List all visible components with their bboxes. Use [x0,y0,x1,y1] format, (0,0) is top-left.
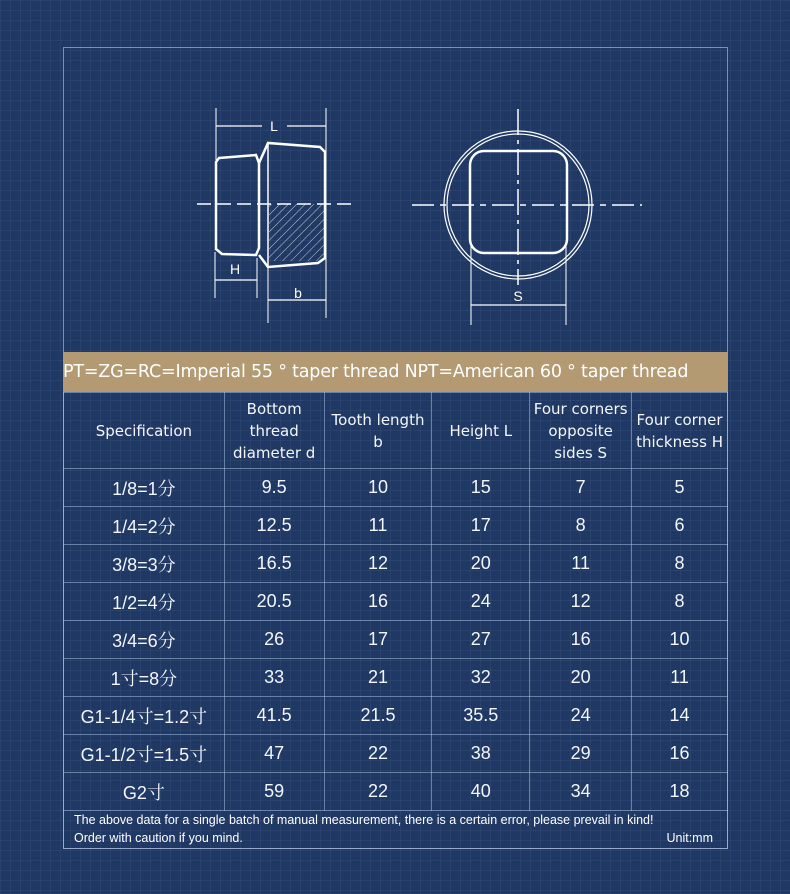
cell-d: 41.5 [224,697,324,735]
cell-d: 33 [224,659,324,697]
cell-b: 22 [324,773,432,811]
header-opposite-sides: Four corners opposite sides S [530,393,632,469]
cell-b: 21 [324,659,432,697]
table-row [64,659,728,697]
cell-s: 7 [530,469,632,507]
cell-h: 6 [632,507,728,545]
cell-s: 12 [530,583,632,621]
table-row [64,773,728,811]
cell-l: 24 [432,583,530,621]
cell-h: 16 [632,735,728,773]
cell-h: 8 [632,545,728,583]
cell-h: 14 [632,697,728,735]
cell-l: 20 [432,545,530,583]
cell-d: 16.5 [224,545,324,583]
cell-b: 22 [324,735,432,773]
table-row [64,469,728,507]
cell-d: 26 [224,621,324,659]
cell-d: 9.5 [224,469,324,507]
cell-spec: G2寸 [64,773,225,811]
measurement-note [63,810,728,849]
front-view [412,109,642,325]
cell-s: 29 [530,735,632,773]
table-row [64,735,728,773]
spec-table [63,392,728,811]
label-H: H [229,261,241,277]
table-row [64,583,728,621]
cell-h: 5 [632,469,728,507]
cell-spec: 1/8=1分 [64,469,225,507]
thread-standard-banner: PT=ZG=RC=Imperial 55 ° taper thread NPT=American 60 ° taper thread [63,352,728,392]
cell-d: 47 [224,735,324,773]
cell-l: 32 [432,659,530,697]
cell-s: 24 [530,697,632,735]
header-specification: Specification [64,393,225,469]
note-line-2: Order with caution if you mind. [74,831,243,845]
cell-h: 10 [632,621,728,659]
cell-s: 16 [530,621,632,659]
cell-s: 8 [530,507,632,545]
label-b: b [294,285,302,301]
cell-b: 11 [324,507,432,545]
cell-s: 11 [530,545,632,583]
cell-spec: 1/2=4分 [64,583,225,621]
cell-h: 11 [632,659,728,697]
cell-h: 8 [632,583,728,621]
cell-d: 59 [224,773,324,811]
cell-spec: 3/4=6分 [64,621,225,659]
unit-label: Unit:mm [666,831,713,845]
cell-spec: G1-1/2寸=1.5寸 [64,735,225,773]
label-S: S [513,288,523,304]
cell-s: 34 [530,773,632,811]
cell-b: 16 [324,583,432,621]
cell-spec: 1寸=8分 [64,659,225,697]
table-row [64,697,728,735]
cell-l: 35.5 [432,697,530,735]
technical-drawing [0,0,790,345]
cell-l: 38 [432,735,530,773]
cell-h: 18 [632,773,728,811]
cell-l: 27 [432,621,530,659]
cell-d: 20.5 [224,583,324,621]
cell-b: 12 [324,545,432,583]
cell-spec: 3/8=3分 [64,545,225,583]
cell-l: 15 [432,469,530,507]
cell-d: 12.5 [224,507,324,545]
cell-b: 17 [324,621,432,659]
label-L: L [270,118,278,134]
cell-spec: 1/4=2分 [64,507,225,545]
table-row [64,507,728,545]
table-row [64,621,728,659]
cell-spec: G1-1/4寸=1.2寸 [64,697,225,735]
cell-l: 17 [432,507,530,545]
cell-b: 10 [324,469,432,507]
table-row [64,545,728,583]
note-line-1: The above data for a single batch of manual measurement, there is a certain error, please prevail in kind! [74,813,654,827]
cell-l: 40 [432,773,530,811]
header-thickness: Four corner thickness H [632,393,728,469]
cell-s: 20 [530,659,632,697]
header-height: Height L [432,393,530,469]
header-thread-diameter: Bottom thread diameter d [224,393,324,469]
cell-b: 21.5 [324,697,432,735]
table-header-row [64,393,728,469]
header-tooth-length: Tooth length b [324,393,432,469]
side-view [197,108,352,323]
